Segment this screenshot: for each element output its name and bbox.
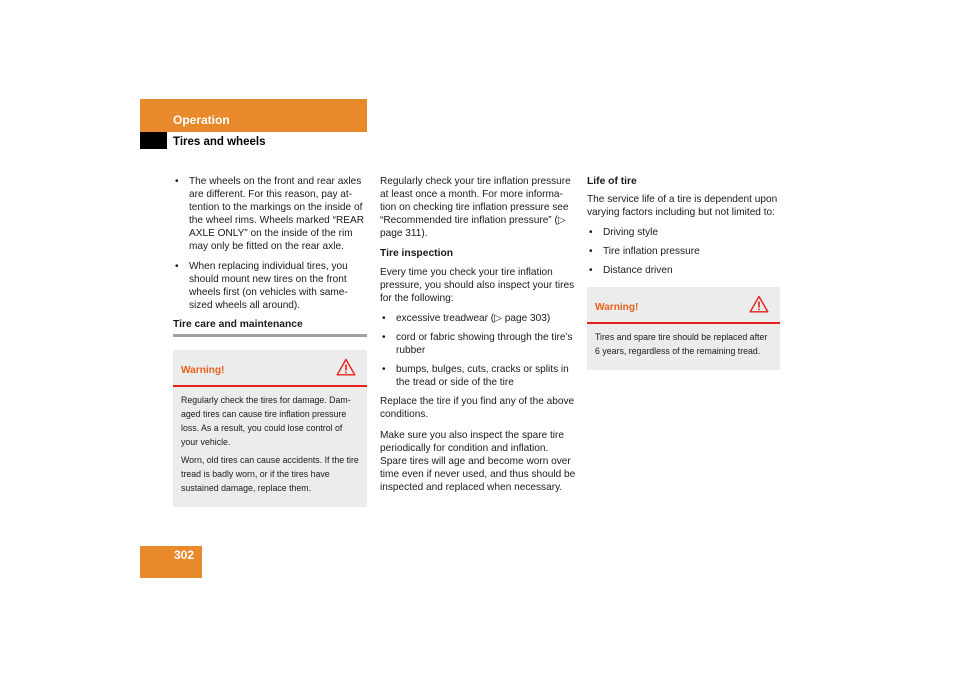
warning-triangle-icon	[336, 358, 356, 376]
warning-text: Tires and spare tire should be replaced after 6 years, regardless of the remaining tread.	[595, 331, 768, 356]
section-title: Operation	[173, 113, 230, 127]
wheel-notes-list	[173, 175, 367, 312]
tire-inspection-heading: Tire inspection	[380, 248, 454, 260]
warning-title: Warning!	[595, 301, 639, 313]
list-item: • Driving style	[587, 226, 781, 239]
list-item: • Distance driven	[587, 264, 781, 277]
warning-text: Worn, old tires can cause accidents. If the tire tread is badly worn, or if the tires have sustained damage, replace them.	[181, 455, 359, 494]
list-item: • When replacing individual tires, you should mount new tires on the front wheels first (on vehicles with same-sized wheels all around).	[173, 260, 367, 312]
life-of-tire-intro: The service life of a tire is dependent upon varying factors including but not limited to:	[587, 194, 778, 219]
list-item: • cord or fabric showing through the tire’s rubber	[380, 331, 576, 357]
pressure-check-text: Regularly check your tire inflation pressure at least once a month. For more informa-tion on checking tire inflation pressure see “Recommended tire inflation pressure” (▷ page 311).	[380, 176, 571, 240]
warning-triangle-icon	[749, 295, 769, 313]
column-1	[173, 175, 367, 507]
replace-text: Replace the tire if you find any of the above conditions.	[380, 396, 575, 421]
warning-body	[173, 387, 367, 507]
inspection-intro: Every time you check your tire inflation pressure, you should also inspect your tires for the following:	[380, 266, 575, 304]
column-3	[587, 175, 781, 370]
warning-title: Warning!	[181, 365, 225, 377]
header-marker	[140, 132, 167, 149]
warning-header	[173, 350, 367, 387]
inspection-list	[380, 312, 576, 389]
warning-header	[587, 287, 780, 324]
list-item: • Tire inflation pressure	[587, 245, 781, 258]
list-item: • bumps, bulges, cuts, cracks or splits in the tread or side of the tire	[380, 363, 576, 389]
column-2	[380, 175, 576, 501]
spare-tire-text: Make sure you also inspect the spare tire periodically for condition and inflation. Spare tires will age and become worn over time even if never used, and thus should be inspected and replaced when necessary.	[380, 429, 576, 493]
list-item: • excessive treadwear (▷ page 303)	[380, 312, 576, 325]
warning-text: Regularly check the tires for damage. Dam-aged tires can cause tire inflation pressure loss. As a result, you could lose control of your vehicle.	[181, 395, 351, 448]
warning-body	[587, 324, 780, 370]
tire-care-heading: Tire care and maintenance	[173, 318, 367, 337]
warning-box	[173, 350, 367, 507]
subsection-title: Tires and wheels	[173, 136, 266, 148]
page-number-box	[140, 546, 202, 578]
page-number: 302	[173, 548, 194, 562]
life-factors-list	[587, 226, 781, 277]
life-of-tire-heading: Life of tire	[587, 176, 637, 187]
list-item: • The wheels on the front and rear axles are different. For this reason, pay at-tention to the markings on the inside of the wheel rims. Wheels marked “REAR AXLE ONLY” on the inside of the rim may only be fitted on the rear axle.	[173, 175, 367, 254]
warning-box	[587, 287, 780, 370]
